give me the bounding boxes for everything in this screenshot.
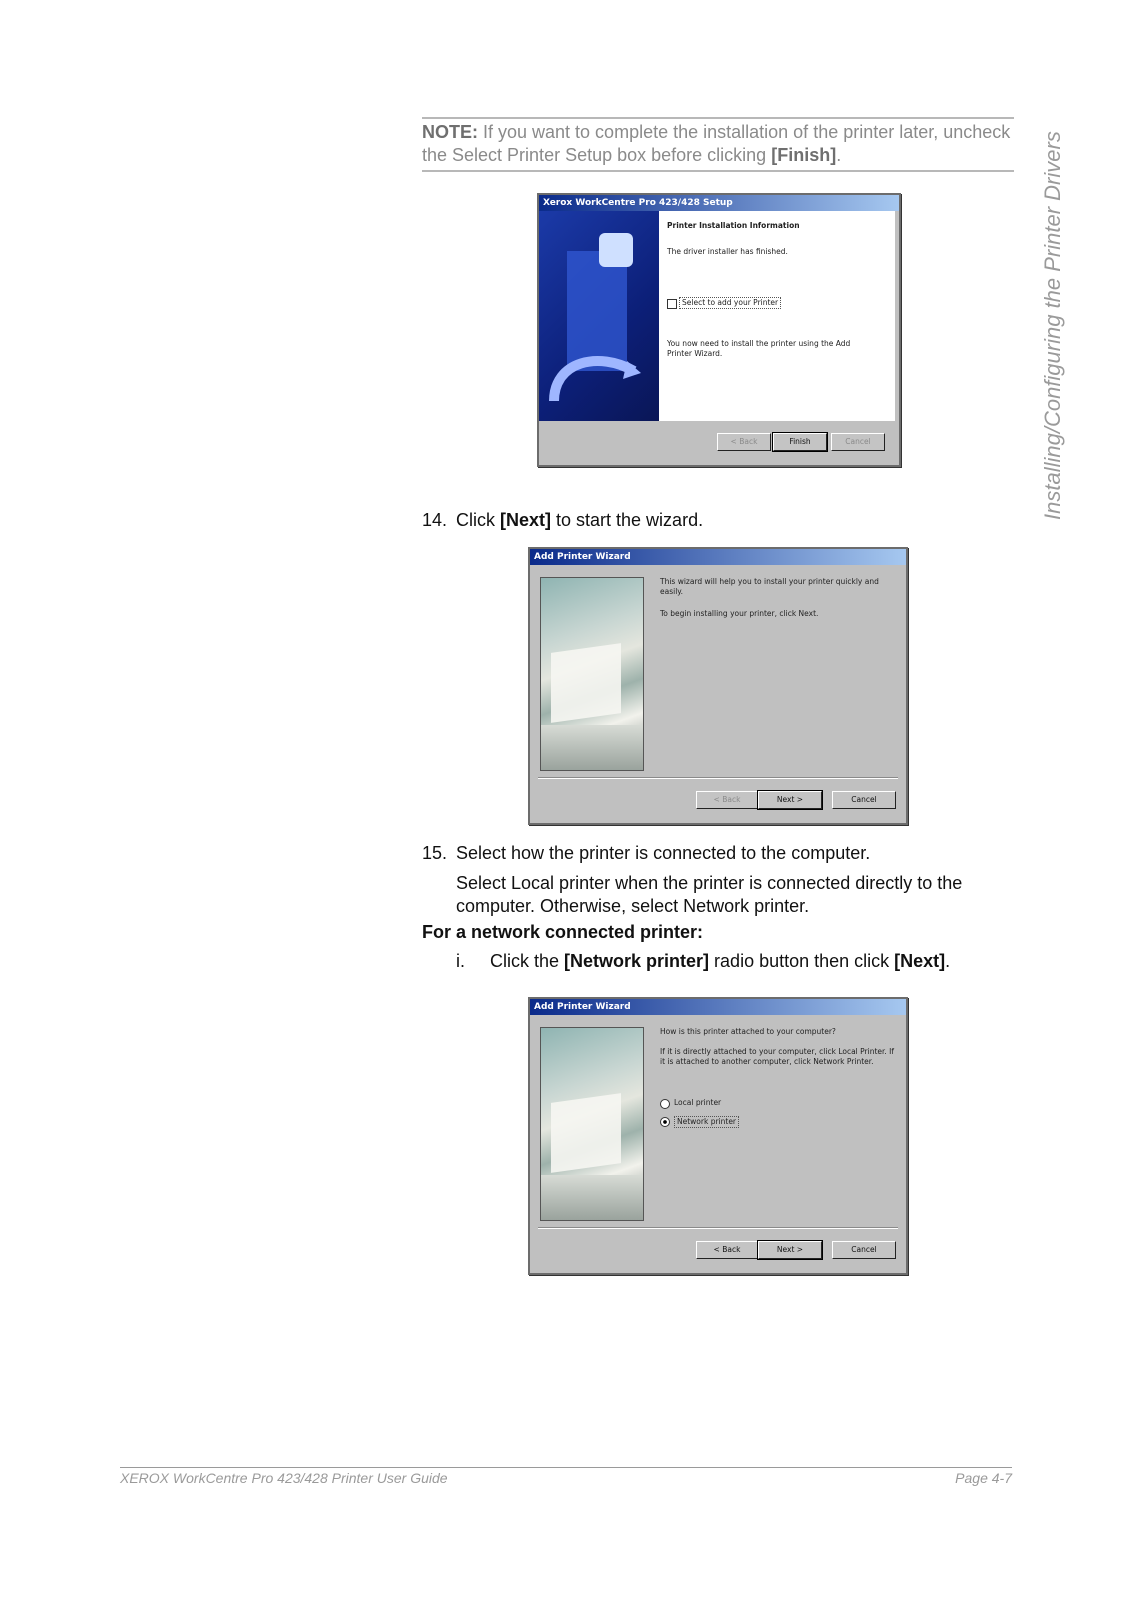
back-button[interactable]: < Back [696, 791, 758, 809]
page-footer [120, 1467, 1012, 1486]
note-finish: [Finish] [771, 145, 837, 165]
wizard-instruction-text: To begin installing your printer, click Next. [660, 609, 819, 618]
local-printer-label: Local printer [674, 1098, 722, 1107]
step-text-pre: Click [456, 510, 500, 530]
step-text-post: to start the wizard. [551, 510, 704, 530]
step-number: 14. [422, 510, 448, 530]
step-text: Select how the printer is connected to the computer. [456, 843, 871, 863]
wizard-intro-text: This wizard will help you to install your printer quickly and easily. [660, 577, 879, 596]
dialog-line1: The driver installer has finished. [667, 247, 788, 256]
local-printer-radio[interactable] [660, 1099, 670, 1109]
step-text-bold: [Next] [500, 510, 552, 530]
substep-text-bold2: [Next] [894, 951, 946, 971]
dialog-heading: Printer Installation Information [667, 221, 800, 230]
back-button[interactable]: < Back [696, 1241, 758, 1259]
select-printer-checkbox[interactable] [667, 299, 677, 309]
substep-text-pre: Click the [490, 951, 565, 971]
cancel-button[interactable]: Cancel [831, 433, 885, 451]
network-printer-radio[interactable] [660, 1117, 670, 1127]
substep-text [490, 950, 1050, 973]
cancel-button[interactable]: Cancel [832, 1241, 896, 1259]
dialog-title: Xerox WorkCentre Pro 423/428 Setup [539, 195, 899, 211]
substep-text-mid: radio button then click [709, 951, 895, 971]
section-subheading: For a network connected printer: [422, 922, 704, 942]
connection-explanation: If it is directly attached to your computer, click Local Printer. If it is attached to another computer, click Network Printer. [660, 1047, 895, 1066]
printer-graphic-icon [539, 211, 659, 421]
substep-text-end: . [945, 951, 951, 971]
back-button[interactable]: < Back [717, 433, 771, 451]
step-14 [422, 509, 1022, 533]
add-printer-wizard-screenshot [528, 547, 908, 825]
substep-i [456, 950, 1016, 974]
next-button[interactable]: Next > [758, 791, 822, 809]
setup-dialog-screenshot [537, 193, 901, 467]
dialog-line2: You now need to install the printer using the Add Printer Wizard. [667, 339, 851, 358]
finish-button[interactable]: Finish [773, 433, 827, 451]
footer-page-number: Page 4-7 [955, 1470, 1012, 1486]
step-text [456, 509, 1016, 532]
dialog-content-pane [659, 211, 895, 421]
button-separator [538, 1227, 898, 1229]
footer-guide-title: XEROX WorkCentre Pro 423/428 Printer User Guide [120, 1470, 448, 1486]
step-15-detail: Select Local printer when the printer is connected directly to the computer. Otherwise, select Network printer. [456, 873, 963, 916]
step-number: 15. [422, 843, 448, 863]
note-text: If you want to complete the installation of the printer later, uncheck the Select Printer Setup box before clicking [422, 122, 1011, 165]
note-label: NOTE: [422, 122, 478, 142]
substep-text-bold1: [Network printer] [564, 951, 710, 971]
printer-connection-wizard-screenshot [528, 997, 908, 1275]
cancel-button[interactable]: Cancel [832, 791, 896, 809]
next-button[interactable]: Next > [758, 1241, 822, 1259]
dialog-side-graphic [539, 211, 659, 421]
wizard-printer-photo [540, 1027, 644, 1221]
side-section-title: Installing/Configuring the Printer Drivers [1040, 131, 1065, 520]
step-15 [422, 842, 1022, 866]
substep-number: i. [456, 951, 465, 971]
note-end: . [836, 145, 842, 165]
dialog-title: Add Printer Wizard [530, 999, 906, 1015]
dialog-title: Add Printer Wizard [530, 549, 906, 565]
checkbox-label: Select to add your Printer [679, 297, 781, 309]
network-printer-label: Network printer [674, 1116, 739, 1128]
note-box [422, 117, 1014, 172]
button-separator [538, 777, 898, 779]
wizard-printer-photo [540, 577, 644, 771]
connection-question: How is this printer attached to your computer? [660, 1027, 836, 1036]
